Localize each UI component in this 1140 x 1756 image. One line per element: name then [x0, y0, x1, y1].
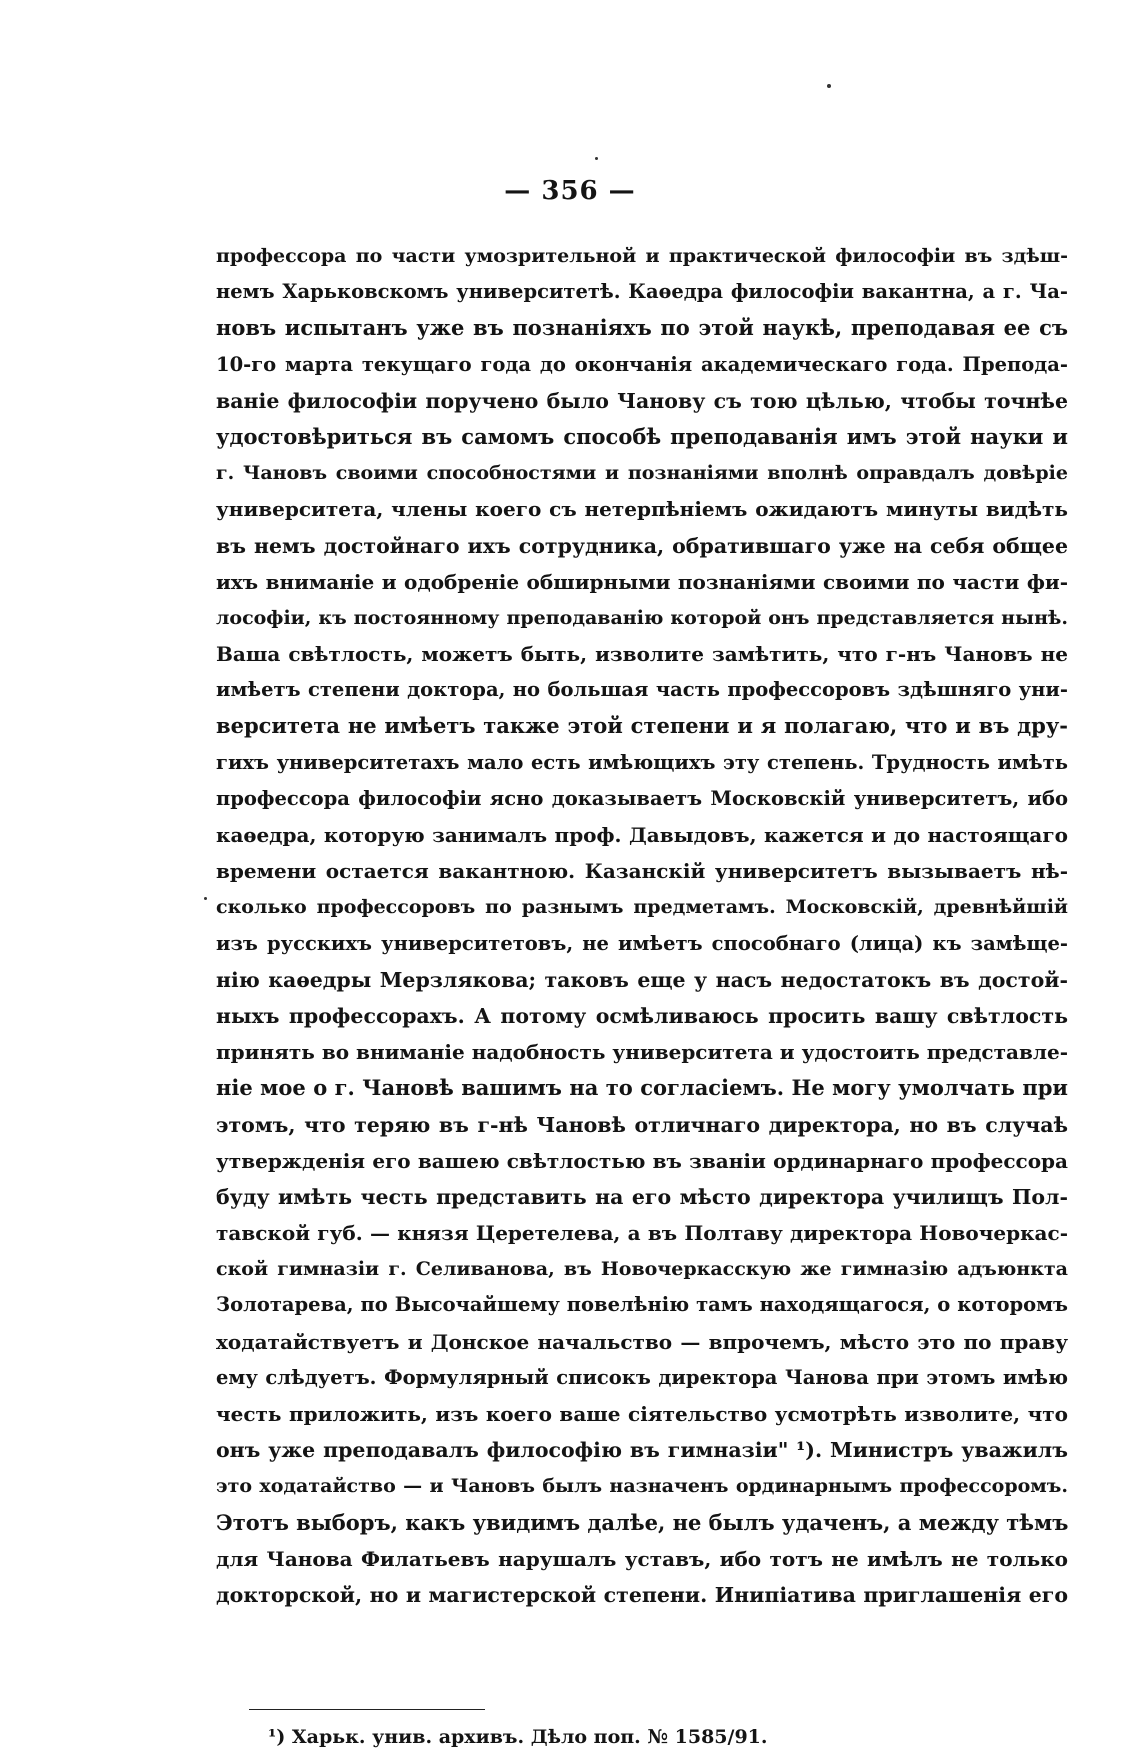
print-speck [595, 157, 598, 160]
text-line: каѳедра, которую занималъ проф. Давыдовъ, кажется и до настоящаго [216, 823, 1068, 847]
text-line: нію каѳедры Мерзлякова; таковъ еще у насъ недостатокъ въ достой- [216, 967, 1068, 992]
text-line: имѣетъ степени доктора, но большая часть профессоровъ здѣшняго уни- [216, 678, 1068, 702]
text-line: изъ русскихъ университетовъ, не имѣетъ способнаго (лица) къ замѣще- [216, 931, 1068, 955]
text-line: докторской, но и магистерской степени. Инипіатива приглашенія его [216, 1582, 1068, 1607]
text-line: Золотарева, по Высочайшему повелѣнію тамъ находящагося, о которомъ [216, 1293, 1068, 1317]
text-line: г. Чановъ своими способностями и познаніями вполнѣ оправдалъ довѣріе [216, 462, 1068, 485]
text-line: 10-го марта текущаго года до окончанія академическаго года. Препода- [216, 352, 1068, 376]
text-line: тавской губ. — князя Церетелева, а въ Полтаву директора Новочеркас- [216, 1221, 1068, 1246]
text-line: онъ уже преподавалъ философію въ гимназіи" ¹). Министръ уважилъ [216, 1438, 1068, 1463]
text-line: Этотъ выборъ, какъ увидимъ далѣе, не былъ удаченъ, а между тѣмъ [216, 1509, 1068, 1535]
text-line: ему слѣдуетъ. Формулярный списокъ директора Чанова при этомъ имѣю [216, 1365, 1068, 1389]
print-speck [204, 897, 207, 900]
text-line: принять во вниманіе надобность университета и удостоить представле- [216, 1040, 1068, 1065]
text-line: удостовѣриться въ самомъ способѣ преподаванія имъ этой науки и [216, 423, 1068, 449]
text-line: гихъ университетахъ мало есть имѣющихъ эту степень. Трудность имѣть [216, 750, 1068, 774]
text-line: ской гимназіи г. Селиванова, въ Новочеркасскую же гимназію адъюнкта [216, 1258, 1068, 1281]
text-line: сколько профессоровъ по разнымъ предметамъ. Московскій, древнѣйшій [216, 896, 1068, 919]
text-line: университета, члены коего съ нетерпѣніемъ ожидаютъ минуты видѣть [216, 497, 1068, 522]
text-line: утвержденія его вашею свѣтлостью въ званіи ординарнаго профессора [216, 1148, 1068, 1173]
text-line: для Чанова Филатьевъ нарушалъ уставъ, ибо тотъ не имѣлъ не только [216, 1546, 1068, 1571]
text-line: ходатайствуетъ и Донское начальство — впрочемъ, мѣсто это по праву [216, 1329, 1068, 1354]
text-line: профессора философіи ясно доказываетъ Московскій университетъ, ибо [216, 786, 1068, 810]
text-line: ніе мое о г. Чановѣ вашимъ на то согласіемъ. Не могу умолчать при [216, 1075, 1068, 1101]
print-speck [827, 84, 831, 88]
footnote: ¹) Харьк. унив. архивъ. Дѣло поп. № 1585/91. [268, 1726, 768, 1748]
text-line: верситета не имѣетъ также этой степени и я полагаю, что и въ дру- [216, 713, 1068, 739]
text-line: профессора по части умозрительной и практической философіи въ здѣш- [216, 245, 1068, 267]
text-line: честь приложить, изъ коего ваше сіятельство усмотрѣть изволите, что [216, 1402, 1068, 1426]
footnote-separator [249, 1709, 485, 1710]
body-text [216, 238, 1068, 1613]
text-line: этомъ, что теряю въ г-нѣ Чановѣ отличнаго директора, но въ случаѣ [216, 1112, 1068, 1137]
text-line: ваніе философіи поручено было Чанову съ тою цѣлью, чтобы точнѣе [216, 388, 1068, 413]
text-line: новъ испытанъ уже въ познаніяхъ по этой наукѣ, преподавая ее съ [216, 315, 1068, 341]
page-number: — 356 — [504, 176, 636, 206]
text-line: это ходатайство — и Чановъ былъ назначенъ ординарнымъ профессоромъ. [216, 1475, 1068, 1498]
text-line: немъ Харьковскомъ университетѣ. Каѳедра философіи вакантна, а г. Ча- [216, 280, 1068, 304]
text-line: буду имѣть честь представить на его мѣсто директора училищъ Пол- [216, 1184, 1068, 1209]
text-line: лософіи, къ постоянному преподаванію которой онъ представляется нынѣ. [216, 606, 1068, 629]
text-line: времени остается вакантною. Казанскій университетъ вызываетъ нѣ- [216, 859, 1068, 884]
text-line: ныхъ профессорахъ. А потому осмѣливаюсь просить вашу свѣтлость [216, 1003, 1068, 1028]
text-line: Ваша свѣтлость, можетъ быть, изволите замѣтить, что г-нъ Чановъ не [216, 642, 1068, 667]
text-line: въ немъ достойнаго ихъ сотрудника, обратившаго уже на себя общее [216, 533, 1068, 558]
text-line: ихъ вниманіе и одобреніе обширными познаніями своими по части фи- [216, 569, 1068, 594]
